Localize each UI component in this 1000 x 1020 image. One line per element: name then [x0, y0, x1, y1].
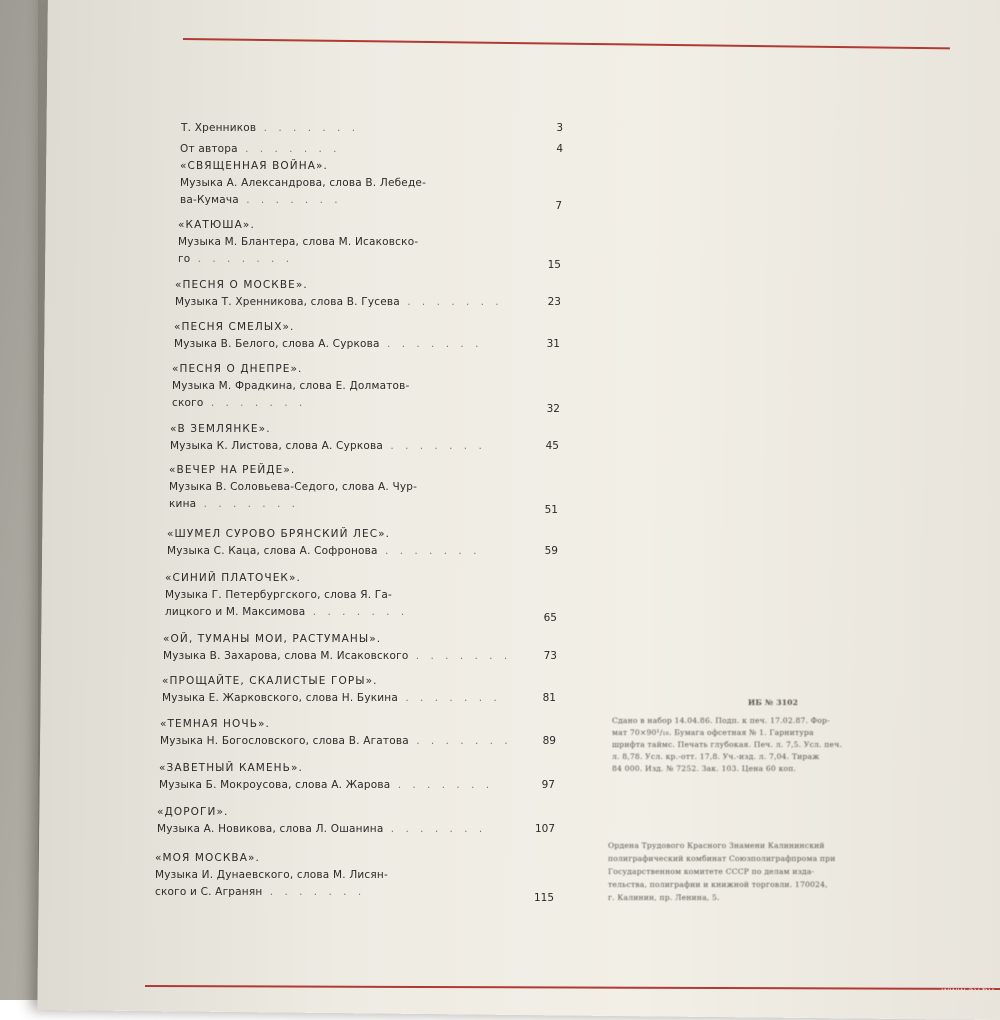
toc-text: «СИНИЙ ПЛАТОЧЕК».: [165, 572, 301, 584]
printer-line: г. Калинин, пр. Ленина, 5.: [608, 893, 720, 902]
toc-page-number: 32: [546, 403, 560, 415]
toc-song-title: [159, 762, 303, 775]
dot-leader: . . . . . . .: [383, 823, 487, 835]
toc-text: «ШУМЕЛ СУРОВО БРЯНСКИЙ ЛЕС».: [167, 528, 391, 540]
toc-song-title: [155, 852, 260, 865]
printer-line: Государственном комитете СССР по делам изда-: [608, 867, 815, 876]
dot-leader: . . . . . . .: [408, 650, 512, 662]
toc-page-number: 107: [534, 823, 555, 835]
toc-entry-text: [167, 545, 480, 558]
dot-leader: . . . . . . .: [190, 253, 294, 265]
toc-text: «ТЕМНАЯ НОЧЬ».: [160, 718, 270, 730]
dot-leader: . . . . . . .: [398, 692, 501, 704]
toc-page-number: 81: [542, 692, 556, 704]
toc-text: «В ЗЕМЛЯНКЕ».: [170, 423, 271, 435]
toc-text: «ВЕЧЕР НА РЕЙДЕ».: [169, 464, 296, 476]
toc-text: ва-Кумача: [180, 194, 239, 206]
print-details-line: 84 000. Изд. № 7252. Зак. 103. Цена 60 коп.: [612, 764, 797, 773]
toc-entry-text: [155, 869, 388, 882]
toc-page-number: 65: [543, 612, 557, 624]
toc-text: го: [178, 253, 191, 265]
toc-song-title: [162, 675, 378, 688]
toc-text: Музыка Т. Хренникова, слова В. Гусева: [175, 296, 400, 308]
toc-page-number: 23: [547, 296, 561, 308]
toc-entry-text: [160, 735, 512, 748]
dot-leader: . . . . . . .: [377, 545, 481, 557]
print-details-line: л. 8,78. Усл. кр.-отт. 17,8. Уч.-изд. л. 7,04. Тираж: [612, 752, 820, 761]
toc-text: «ОЙ, ТУМАНЫ МОИ, РАСТУМАНЫ».: [163, 633, 382, 645]
toc-page-number: 3: [556, 122, 563, 134]
toc-page-number: 4: [556, 143, 563, 155]
toc-entry-text: [172, 397, 306, 410]
toc-entry-text: [170, 440, 486, 453]
toc-page-number: 115: [533, 892, 554, 904]
toc-entry-text: [157, 823, 486, 836]
toc-text: «ДОРОГИ».: [157, 806, 229, 818]
toc-entry-text: [169, 498, 299, 511]
toc-text: «МОЯ МОСКВА».: [155, 852, 260, 864]
dot-leader: . . . . . . .: [399, 296, 503, 308]
toc-page-number: 59: [544, 545, 558, 557]
printer-line: полиграфический комбинат Союзполиграфпрома при: [608, 854, 836, 863]
dot-leader: . . . . . . .: [262, 886, 366, 898]
toc-entry-text: [181, 122, 359, 135]
toc-entry-text: [180, 194, 342, 207]
toc-text: Музыка А. Новикова, слова Л. Ошанина: [157, 823, 384, 835]
toc-page-number: 45: [545, 440, 559, 452]
toc-text: ского: [172, 397, 204, 409]
toc-text: Музыка В. Белого, слова А. Суркова: [174, 338, 380, 350]
watermark: www.ay.by: [941, 986, 994, 997]
dot-leader: . . . . . . .: [390, 779, 494, 791]
toc-text: Музыка В. Захарова, слова М. Исаковского: [163, 650, 409, 662]
ib-number: ИБ № 3102: [748, 698, 799, 707]
dot-leader: . . . . . . .: [238, 194, 342, 206]
dot-leader: . . . . . . .: [379, 338, 483, 350]
toc-text: Музыка В. Соловьева-Седого, слова А. Чур-: [169, 481, 418, 493]
toc-entry-text: [178, 236, 418, 249]
dot-leader: . . . . . . .: [383, 440, 486, 452]
toc-song-title: [172, 363, 302, 376]
toc-song-title: [163, 633, 381, 646]
dot-leader: . . . . . . .: [196, 498, 299, 510]
print-details-line: шрифта таймс. Печать глубокая. Печ. л. 7,5. Усл. печ.: [612, 740, 843, 749]
toc-text: «КАТЮША».: [178, 219, 255, 231]
toc-song-title: [175, 279, 308, 292]
toc-entry-text: [180, 177, 426, 190]
printer-line: Ордена Трудового Красного Знамени Калининский: [608, 841, 825, 850]
toc-song-title: [160, 718, 270, 731]
toc-page-number: 7: [555, 200, 562, 212]
toc-song-title: [165, 572, 301, 585]
toc-entry-text: [172, 380, 410, 393]
dot-leader: . . . . . . .: [256, 122, 360, 134]
toc-text: Музыка Н. Богословского, слова В. Агатова: [160, 735, 409, 747]
toc-text: Музыка С. Каца, слова А. Софронова: [167, 545, 378, 557]
toc-entry-text: [165, 606, 408, 619]
toc-song-title: [174, 321, 294, 334]
toc-text: «СВЯЩЕННАЯ ВОЙНА».: [180, 160, 328, 172]
toc-page-number: 31: [546, 338, 560, 350]
toc-text: Музыка К. Листова, слова А. Суркова: [170, 440, 384, 452]
toc-song-title: [167, 528, 390, 541]
toc-song-title: [178, 219, 255, 232]
toc-text: лицкого и М. Максимова: [165, 606, 306, 618]
toc-text: Т. Хренников: [181, 122, 257, 134]
dot-leader: . . . . . . .: [408, 735, 512, 747]
toc-text: «ЗАВЕТНЫЙ КАМЕНЬ».: [159, 762, 303, 774]
toc-song-title: [169, 464, 295, 477]
toc-text: Музыка А. Александрова, слова В. Лебеде-: [180, 177, 427, 189]
toc-entry-text: [162, 692, 501, 705]
toc-text: Музыка М. Блантера, слова М. Исаковско-: [178, 236, 419, 248]
toc-text: «ПРОЩАЙТЕ, СКАЛИСТЫЕ ГОРЫ».: [162, 675, 378, 687]
print-details-line: мат 70×90¹/₁₆. Бумага офсетная № 1. Гарнитура: [612, 728, 814, 737]
toc-song-title: [180, 160, 328, 173]
toc-entry-text: [180, 143, 341, 156]
toc-page-number: 51: [544, 504, 558, 516]
toc-song-title: [170, 423, 271, 436]
toc-page-number: 73: [543, 650, 557, 662]
toc-text: «ПЕСНЯ О МОСКВЕ».: [175, 279, 308, 291]
printer-line: тельства, полиграфии и книжной торговли. 170024,: [608, 880, 828, 889]
toc-entry-text: [174, 338, 482, 351]
toc-entry-text: [175, 296, 503, 309]
toc-page-number: 89: [542, 735, 556, 747]
toc-entry-text: [178, 253, 293, 266]
dot-leader: . . . . . . .: [237, 143, 341, 155]
print-details-line: Сдано в набор 14.04.86. Подп. к печ. 17.02.87. Фор-: [612, 716, 830, 725]
toc-song-title: [157, 806, 228, 819]
toc-text: Музыка М. Фрадкина, слова Е. Долматов-: [172, 380, 410, 392]
toc-text: ского и С. Агранян: [155, 886, 263, 898]
toc-entry-text: [163, 650, 511, 663]
toc-text: От автора: [180, 143, 238, 155]
toc-entry-text: [169, 481, 417, 494]
toc-text: «ПЕСНЯ О ДНЕПРЕ».: [172, 363, 303, 375]
dot-leader: . . . . . . .: [305, 606, 409, 618]
dot-leader: . . . . . . .: [203, 397, 307, 409]
toc-text: «ПЕСНЯ СМЕЛЫХ».: [174, 321, 295, 333]
toc-text: кина: [169, 498, 197, 510]
toc-entry-text: [159, 779, 493, 792]
toc-entry-text: [155, 886, 365, 899]
toc-page-number: 15: [547, 259, 561, 271]
toc-text: Музыка Б. Мокроусова, слова А. Жарова: [159, 779, 391, 791]
toc-text: Музыка И. Дунаевского, слова М. Лисян-: [155, 869, 388, 881]
toc-entry-text: [165, 589, 392, 602]
toc-text: Музыка Г. Петербургского, слова Я. Га-: [165, 589, 393, 601]
toc-text: Музыка Е. Жарковского, слова Н. Букина: [162, 692, 399, 704]
toc-page-number: 97: [541, 779, 555, 791]
